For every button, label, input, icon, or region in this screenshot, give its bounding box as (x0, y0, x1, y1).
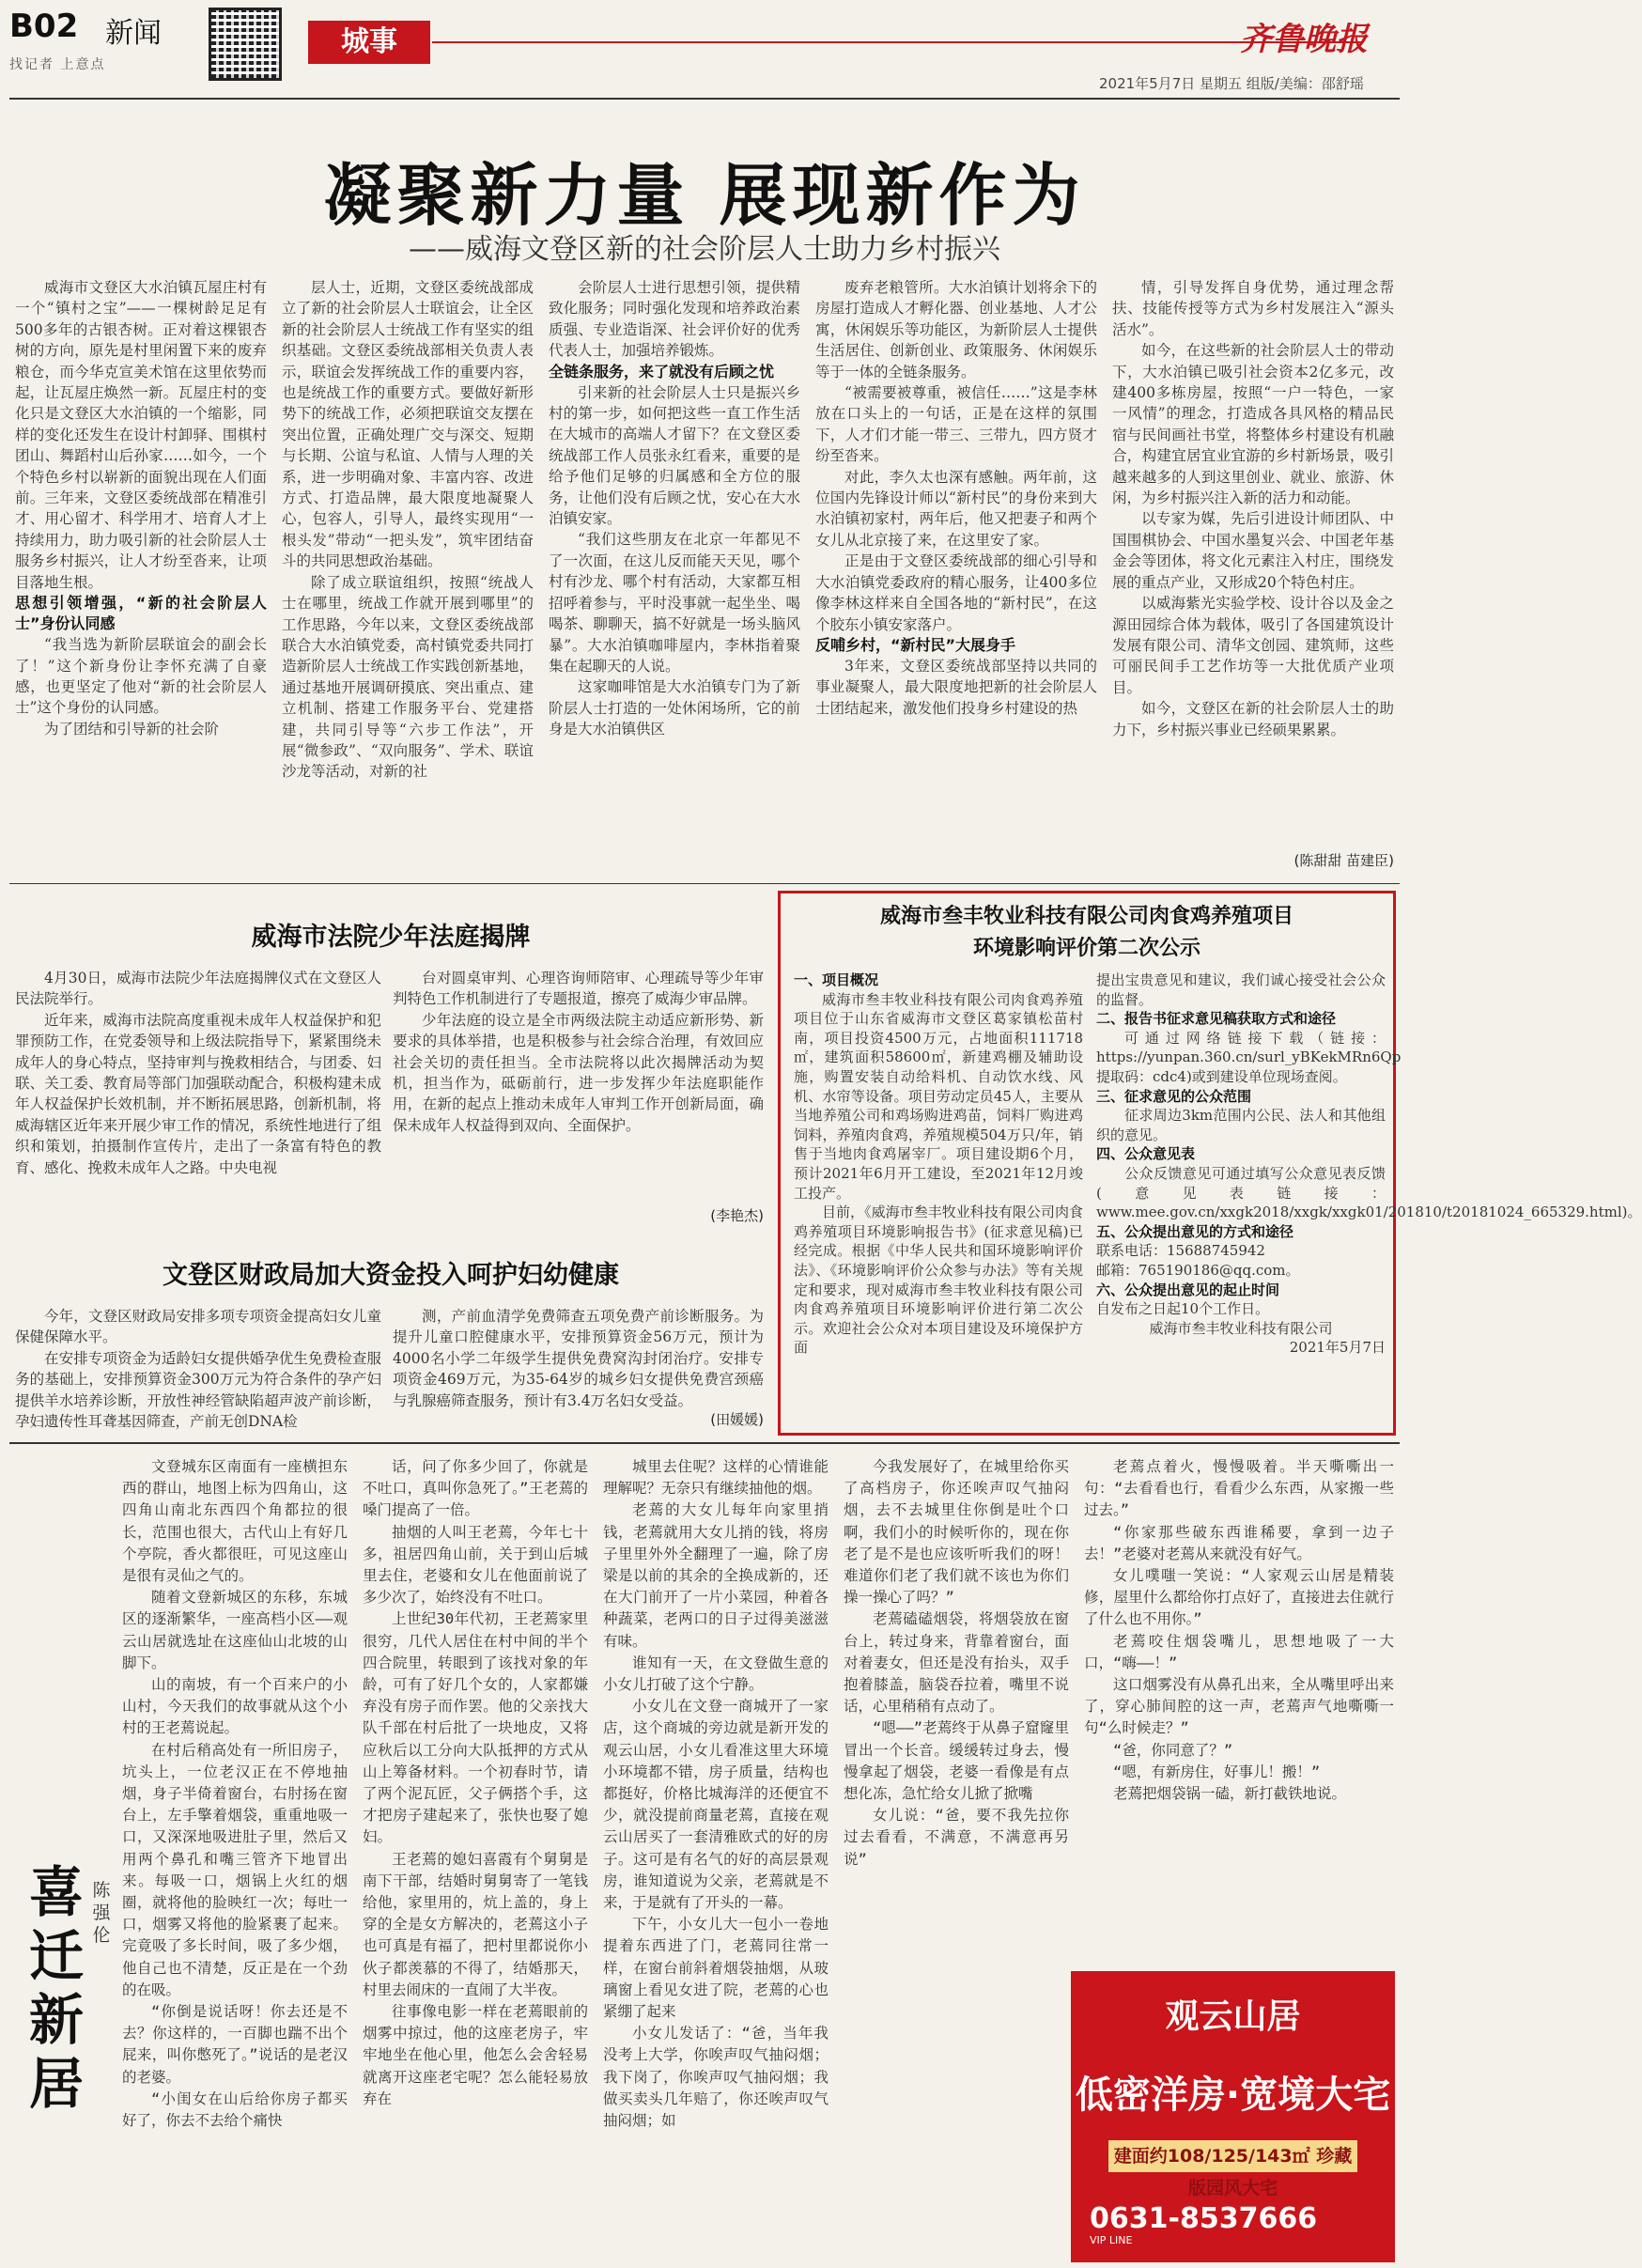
paragraph: 会阶层人士进行思想引领，提供精致化服务；同时强化发现和培养政治素质强、专业造诣深、社会评价好的优秀代表人士，加强培养锻炼。 (549, 279, 800, 360)
feature-author: 陈强伦 (92, 1880, 111, 1946)
paragraph: 可通过网络链接下载（链接：https://yunpan.360.cn/surl_yBKekMRn6Qp提取码：cdc4)或到建设单位现场查阅。 (1096, 1029, 1402, 1085)
section-divider (9, 883, 1400, 884)
paragraph: 层人士，近期，文登区委统战部成立了新的社会阶层人士联谊会，让全区新的社会阶层人士统战工作有坚实的组织基础。文登区委统战部相关负责人表示，联谊会发挥统战工作的重要内容，也是统战工作的重要方式。要做好新形势下的统战工作，必须把联谊交友摆在突出位置，正确处理广交与深交、短期与长期、公谊与私谊、人情与人理的关系，进一步明确对象、丰富内容、改进方式、打造品牌，最大限度地凝聚人心，包容人，引导人，最终实现用“一根头发”带动“一把头发”，筑牢团结奋斗的共同思想政治基础。 (282, 279, 534, 570)
feature-column-3 (603, 1456, 829, 2255)
finance-column-1 (15, 1306, 381, 1431)
paragraph: 这口烟雾没有从鼻孔出来，全从嘴里呼出来了，穿心肺间腔的这一声，老蔫声气地嘶嘶一句“么时候走？” (1084, 1676, 1394, 1737)
ad-brand: 观云山居 (1165, 1996, 1301, 2036)
paragraph: 谁知有一天，在文登做生意的小女儿打破了这个宁静。 (603, 1654, 829, 1694)
paragraph: 老蔫咬住烟袋嘴儿，思想地吸了一大口，“嗨——！” (1084, 1632, 1394, 1671)
paragraph: 山的南坡，有一个百来户的小山村，今天我们的故事就从这个小村的王老蔫说起。 (122, 1676, 348, 1737)
header-red-rule (432, 41, 1362, 43)
paragraph: “嗯——”老蔫终于从鼻子窟窿里冒出一个长音。缓缓转过身去，慢慢拿起了烟袋，老婆一看像是有点想化冻，急忙给女儿掀了掀嘴 (844, 1719, 1069, 1803)
subheading: 全链条服务，来了就没有后顾之忧 (549, 362, 775, 381)
lead-headline: 凝聚新力量 展现新作为 (323, 156, 1086, 235)
paragraph: “爸，你同意了？” (1113, 1741, 1233, 1759)
paragraph: “嗯，有新房住，好事儿！搬！” (1113, 1763, 1321, 1780)
paragraph: “你倒是说话呀！你去还是不去？你这样的，一百脚也踹不出个屁来，叫你憋死了。”说话的是老汉的老婆。 (122, 2003, 348, 2086)
court-byline: (李艳杰) (710, 1207, 764, 1224)
paragraph: 下午，小女儿大一包小一卷地提着东西进了门，老蔫同往常一样，在窗台前斜着烟袋抽烟，从玻璃窗上看见女进了院，老蔫的心也紧绷了起来 (603, 1916, 829, 2021)
notice-column-2 (1096, 971, 1642, 1431)
paragraph: 自发布之日起10个工作日。 (1096, 1300, 1270, 1318)
paragraph: 公众反馈意见可通过填写公众意见表反馈(意见表链接：www.mee.gov.cn/xxgk2018/xxgk/xxgk01/201810/t20181024_665329.html)。 (1096, 1164, 1642, 1221)
notice-column-1 (794, 971, 1083, 1431)
paragraph: 往事像电影一样在老蔫眼前的烟雾中掠过，他的这座老房子，牢牢地坐在他心里，他怎么会舍轻易就离开这座老宅呢？怎么能轻易放弃在 (363, 2003, 588, 2107)
paragraph: “我们这些朋友在北京一年都见不了一次面，在这儿反而能天天见，哪个村有沙龙、哪个村有活动，大家都互相招呼着参与，平时没事就一起坐坐、喝喝茶、聊聊天，搞不好就是一场头脑风暴”。大水泊镇咖啡屋内，李林指着聚集在起聊天的人说。 (549, 531, 800, 675)
lead-column-1 (15, 277, 267, 878)
lead-subtitle: ——威海文登区新的社会阶层人士助力乡村振兴 (409, 233, 1000, 266)
dateline: 2021年5月7日 星期五 组版/美编：邵舒瑶 (1099, 75, 1364, 92)
notice-heading: 五、公众提出意见的方式和途径 (1096, 1222, 1294, 1240)
finance-column-2 (393, 1306, 764, 1409)
lead-column-5 (1112, 277, 1394, 850)
court-column-2 (393, 968, 764, 1204)
notice-email: 邮箱：765190186@qq.com。 (1096, 1261, 1300, 1279)
paragraph: 王老蔫的媳妇喜霞有个舅舅是南下干部，结婚时舅舅寄了一笔钱给他，家里用的，炕上盖的，身上穿的全是女方解决的，老蔫这小子也可真是有福了，把村里都说你小伙子都羡慕的不得了，结婚那天，村里去闹床的一直闹了大半夜。 (363, 1850, 588, 1998)
notice-heading: 四、公众意见表 (1096, 1145, 1196, 1163)
lead-column-3 (549, 277, 800, 878)
paragraph: “小闺女在山后给你房子都买好了，你去不去给个痛快 (122, 2089, 348, 2130)
paragraph: 对此，李久太也深有感触。两年前，这位国内先锋设计师以“新村民”的身份来到大水泊镇初家村，两年后，他又把妻子和两个女儿从北京接了来，在这里安了家。 (815, 468, 1097, 549)
paragraph: 在村后稍高处有一所旧房子，坑头上，一位老汉正在不停地抽烟，身子半倚着窗台，右肘扬在窗台上，左手擎着烟袋，重重地吸一口，又深深地吸进肚子里，然后又用两个鼻孔和嘴三管齐下地冒出来。每吸一口，烟锅上火红的烟圈，就将他的脸映红一次；每吐一口，烟雾又将他的脸紧裹了起来。完竟吸了多长时间，吸了多少烟，他自己也不清楚，反正是在一个劲的在吸。 (122, 1741, 348, 1998)
paragraph: 台对圆桌审判、心理咨询师陪审、心理疏导等少年审判特色工作机制进行了专题报道，擦亮了威海少审品牌。 (393, 970, 764, 1008)
paragraph: 4月30日，威海市法院少年法庭揭牌仪式在文登区人民法院举行。 (15, 970, 381, 1008)
paragraph: 城里去住呢？这样的心情谁能理解呢？无奈只有继续抽他的烟。 (603, 1458, 829, 1498)
notice-signature: 威海市叁丰牧业科技有限公司 (1149, 1319, 1333, 1337)
paragraph: 话，问了你多少回了，你就是不吐口，真叫你急死了。”王老蔫的嗓门提高了一倍。 (363, 1458, 588, 1519)
paragraph: 文登城东区南面有一座横担东西的群山，地图上标为四角山，这四角山南北东西四个角都拉的很长，范围也很大，古代山上有好几个亭院，香火都很旺，可见这座山是很有灵仙之气的。 (122, 1458, 348, 1585)
paragraph: 今年，文登区财政局安排多项专项资金提高妇女儿童保健保障水平。 (15, 1308, 381, 1346)
notice-heading: 六、公众提出意见的起止时间 (1096, 1281, 1280, 1298)
lead-column-4 (815, 277, 1097, 878)
notice-title-line-2: 环境影响评价第二次公示 (972, 937, 1201, 960)
paragraph: 在安排专项资金为适龄妇女提供婚孕优生免费检查服务的基础上，安排预算资金300万元为符合条件的孕产妇提供羊水培养诊断，开放性神经管缺陷超声波产前诊断，孕妇遗传性耳聋基因筛查，产前无创DNA检 (15, 1349, 381, 1431)
paragraph: 上世纪30年代初，王老蔫家里很穷，几代人居住在村中间的半个四合院里，转眼到了该找对象的年龄，可有了好几个女的，人家都嫌弃没有房子而作罢。他的父亲找大队千部在村后批了一块地皮，又将应秋后以工分向大队抵押的方式从山上筹备材料。一个初春时节，请了两个泥瓦匠，父子俩搭个手，这才把房子建起来了，张快也娶了媳妇。 (363, 1610, 588, 1846)
feature-title: 喜迁新居 (28, 1860, 84, 2116)
paragraph: 引来新的社会阶层人士只是振兴乡村的第一步，如何把这些一直工作生活在大城市的高端人才留下？在文登区委统战部工作人员张永红看来，重要的是给予他们足够的归属感和全方位的服务，让他们没有后顾之忧，安心在大水泊镇安家。 (549, 383, 800, 528)
paragraph: 威海市文登区大水泊镇瓦屋庄村有一个“镇村之宝”——一棵树龄足足有500多年的古银杏树。正对着这棵银杏树的方向，原先是村里闲置下来的废弃粮仓，而今华克宣美术馆在这里依势而起，让瓦屋庄焕然一新。瓦屋庄村的变化只是文登区大水泊镇的一个缩影，同样的变化还发生在设计村卸驿、围棋村团山、舞蹈村山后孙家……如今，一个个特色乡村以崭新的面貌出现在人们面前。三年来，文登区委统战部在精准引才、用心留才、科学用才、培育人才上持续用力，助力吸引新的社会阶层人士服务乡村振兴，让人才纷至沓来，让项目落地生根。 (15, 279, 267, 591)
paragraph: 老蔫把烟袋锅一磕，新打截铁地说。 (1113, 1785, 1347, 1803)
paragraph: 正是由于文登区委统战部的细心引导和大水泊镇党委政府的精心服务，让400多位像李林这样来自全国各地的“新村民”，在这个胶东小镇安家落户。 (815, 552, 1097, 633)
court-headline: 威海市法院少年法庭揭牌 (251, 923, 531, 952)
feature-column-4 (844, 1456, 1069, 1964)
notice-heading: 二、报告书征求意见稿获取方式和途径 (1096, 1010, 1337, 1028)
subheading: 反哺乡村，“新村民”大展身手 (815, 635, 1016, 654)
qr-code-icon[interactable] (209, 8, 282, 81)
section-label: 新闻 (105, 17, 162, 50)
subheading: 思想引领增强，“新的社会阶层人士”身份认同感 (15, 594, 267, 633)
paragraph: 测，产前血清学免费筛查五项免费产前诊断服务。为提升儿童口腔健康水平，安排预算资金56万元，预计为4000名小学二年级学生提供免费窝沟封闭治疗。安排专项资金469万元，为35-64岁的城乡妇女提供免费宫颈癌与乳腺癌筛查服务，预计有3.4万名妇女受益。 (393, 1308, 764, 1409)
paragraph: “被需要被尊重，被信任……”这是李林放在口头上的一句话，正是在这样的氛围下，人才们才能一带三、三带九，四方贤才纷至沓来。 (815, 384, 1097, 465)
paragraph: 小女儿发话了：“爸，当年我没考上大学，你唉声叹气抽闷烟；我下岗了，你唉声叹气抽闷烟；我做买卖头几年赔了，你还唉声叹气抽闷烟；如 (603, 2025, 829, 2130)
notice-title (781, 901, 1393, 965)
ad-slogan: 低密洋房·宽境大宅 (1075, 2074, 1391, 2117)
notice-heading: 三、征求意见的公众范围 (1096, 1087, 1252, 1105)
feature-column-5 (1084, 1456, 1394, 1964)
header-divider (9, 98, 1400, 100)
paragraph: 除了成立联谊组织，按照“统战人士在哪里，统战工作就开展到哪里”的工作思路，今年以来，文登区委统战部联合大水泊镇党委，高村镇党委共同打造新阶层人士统战工作实践创新基地，通过基地开展调研摸底、突出重点、建立机制、搭建工作服务平台、党建搭建，共同引导等“六步工作法”，开展“微参政”、“双向服务”、学术、联谊沙龙等活动，对新的社 (282, 573, 534, 781)
staff-label: 找记者 上意点 (9, 57, 106, 72)
paragraph: “你家那些破东西谁稀要，拿到一边子去！”老婆对老蔫从来就没有好气。 (1084, 1523, 1394, 1562)
paragraph: 老蔫磕磕烟袋，将烟袋放在窗台上，转过身来，背靠着窗台，面对着妻女，但还是没有抬头，双手抱着膝盖，脑袋吞拉着，嘴里不说话，心里稍稍有点动了。 (844, 1610, 1069, 1716)
ad-phone-label: VIP LINE (1090, 2234, 1133, 2246)
paragraph: 威海市叁丰牧业科技有限公司肉食鸡养殖项目位于山东省威海市文登区葛家镇松苗村南，项目投资4500万元，占地面积111718㎡，建筑面积58600㎡，新建鸡棚及辅助设施，购置安装自动给料机、自动饮水线、风机、水帘等设备。项目劳动定员45人，主要从当地养殖公司和鸡场购进鸡苗，饲料厂购进鸡饲料，养殖肉食鸡，养殖规模504万只/年，销售于当地肉食鸡屠宰厂。项目建设期6个月，预计2021年6月开工建设，至2021年12月竣工投产。 (794, 990, 1083, 1202)
paragraph: 少年法庭的设立是全市两级法院主动适应新形势、新要求的具体举措，也是积极参与社会综合治理，有效回应社会关切的责任担当。全市法院将以此次揭牌活动为契机，担当作为，砥砺前行，进一步发挥少年法庭职能作用，在新的起点上推动未成年人审判工作开创新局面，确保未成年人权益得到双向、全面保护。 (393, 1011, 764, 1134)
paragraph: 老蔫点着火，慢慢吸着。半天嘶嘶出一句：“去看看也行，看看少么东西，从家搬一些过去。” (1084, 1458, 1394, 1519)
paragraph: 这家咖啡馆是大水泊镇专门为了新阶层人士打造的一处休闲场所，它的前身是大水泊镇供区 (549, 678, 800, 738)
paragraph: 今我发展好了，在城里给你买了高档房子，你还唉声叹气抽闷烟，去不去城里住你倒是吐个口啊，我们小的时候听你的，现在你老了是不是也应该听听我们的呀！难道你们老了我们就不该也为你们操一操心了吗？” (844, 1458, 1069, 1607)
paragraph: 征求周边3km范围内公民、法人和其他组织的意见。 (1096, 1107, 1386, 1143)
paragraph: 情，引导发挥自身优势，通过理念帮扶、技能传授等方式为乡村发展注入“源头活水”。 (1112, 279, 1394, 338)
public-notice-box (778, 891, 1642, 1436)
paragraph: 为了团结和引导新的社会阶 (44, 720, 220, 738)
finance-byline: (田媛媛) (710, 1411, 764, 1428)
page-number: B02 (9, 8, 79, 45)
real-estate-ad[interactable] (1071, 1971, 1395, 2262)
lead-column-2 (282, 277, 534, 878)
notice-title-line-1: 威海市叁丰牧业科技有限公司肉食鸡养殖项目 (879, 905, 1293, 928)
feature-column-1 (122, 1456, 348, 2255)
paragraph: 提出宝贵意见和建议，我们诚心接受社会公众的监督。 (1096, 971, 1386, 1008)
paragraph: 废弃老粮管所。大水泊镇计划将余下的房屋打造成人才孵化器、创业基地、人才公寓，休闲娱乐等功能区，为新阶层人士提供生活居住、创新创业、政策服务、休闲娱乐等于一体的全链条服务。 (815, 279, 1097, 381)
lead-byline: (陈甜甜 苗建臣) (1293, 852, 1394, 869)
finance-headline: 文登区财政局加大资金投入呵护妇幼健康 (163, 1261, 619, 1290)
paragraph: 女儿说：“爸，要不我先拉你过去看看，不满意，不满意再另说” (844, 1807, 1069, 1868)
paragraph: 老蔫的大女儿每年向家里捎钱，老蔫就用大女儿捎的钱，将房子里里外外全翻理了一遍，除了房梁是以前的其余的全换成新的，还在大门前开了一片小菜园，种着各种蔬菜，老两口的日子过得美滋滋有味。 (603, 1501, 829, 1650)
court-column-1 (15, 968, 381, 1219)
section-tag: 城事 (308, 21, 430, 64)
feature-column-2 (363, 1456, 588, 2255)
paragraph: “我当选为新阶层联谊会的副会长了！”这个新身份让李怀充满了自豪感，也更坚定了他对“新的社会阶层人士”这个身份的认同感。 (15, 636, 267, 717)
ad-spec: 建面约108/125/143㎡ 珍藏版园风大宅 (1108, 2140, 1357, 2172)
paragraph: 随着文登新城区的东移，东城区的逐渐繁华，一座高档小区——观云山居就选址在这座仙山北坡的山脚下。 (122, 1589, 348, 1671)
paragraph: 如今，在这些新的社会阶层人士的带动下，大水泊镇已吸引社会资本2亿多元，改建400多栋房屋，按照“一户一特色，一家一风情”的理念，打造成各具风格的精品民宿与民间画社书堂，将整体乡村建设有机融合，构建宜居宜业宜游的乡村新场景，吸引越来越多的人到这里创业、就业、旅游、休闲，为乡村振兴注入新的活力和动能。 (1112, 342, 1394, 507)
notice-date: 2021年5月7日 (1289, 1339, 1386, 1357)
notice-phone: 联系电话：15688745942 (1096, 1242, 1265, 1260)
ad-phone[interactable]: 0631-8537666 (1090, 2202, 1318, 2235)
paragraph: 3年来，文登区委统战部坚持以共同的事业凝聚人，最大限度地把新的社会阶层人士团结起来，激发他们投身乡村建设的热 (815, 657, 1097, 717)
paragraph: 小女儿在文登一商城开了一家店，这个商城的旁边就是新开发的观云山居，小女儿看准这里大环境小环境都不错，房子质量，结构也都挺好，价格比城海洋的还便宜不少，就没提前商量老蔫，直接在观云山居买了一套清雅欧式的好的房子。这可是有名气的好的高层景观房，谁知道说为父亲，老蔫就是不来，于是就有了开头的一幕。 (603, 1698, 829, 1912)
paragraph: 女儿噗嗤一笑说：“人家观云山居是精装修，屋里什么都给你打点好了，直接进去住就行了什么也不用你。” (1084, 1567, 1394, 1628)
notice-heading: 一、项目概况 (794, 971, 879, 988)
section-divider (9, 1442, 1400, 1444)
paragraph: 如今，文登区在新的社会阶层人士的助力下，乡村振兴事业已经硕果累累。 (1112, 700, 1394, 738)
paragraph: 抽烟的人叫王老蔫，今年七十多，祖居四角山前，关于到山后城里去住，老婆和女儿在他面前说了多少次了，始终没有不吐口。 (363, 1523, 588, 1607)
paragraph: 以专家为媒，先后引进设计师团队、中国围棋协会、中国水墨复兴会、中国老年基金会等团体，将文化元素注入村庄，围绕发展的重点产业，又形成20个特色村庄。 (1112, 510, 1394, 591)
paragraph: 近年来，威海市法院高度重视未成年人权益保护和犯罪预防工作，在党委领导和上级法院指导下，紧紧围绕未成年人的身心特点，坚持审判与挽救相结合，与团委、妇联、关工委、教育局等部门加强联动配合，积极构建未成年人权益保护长效机制，并不断拓展思路，创新机制，将威海辖区近年来开展少审工作的情况，系统性地进行了组织和策划，拍摄制作宣传片，走出了一条富有特色的教育、感化、挽救未成年人之路。中央电视 (15, 1011, 381, 1176)
paragraph: 目前，《威海市叁丰牧业科技有限公司肉食鸡养殖项目环境影响报告书》(征求意见稿)已经完成。根据《中华人民共和国环境影响评价法》、《环境影响评价公众参与办法》等有关规定和要求，现对威海市叁丰牧业科技有限公司肉食鸡养殖项目环境影响评价进行第二次公示。欢迎社会公众对本项目建设及环境保护方面 (794, 1204, 1083, 1357)
newspaper-logo: 齐鲁晚报 (1240, 21, 1368, 58)
paragraph: 以威海紫光实验学校、设计谷以及金之源田园综合体为载体，吸引了各国建筑设计发展有限公司、清华文创园、建筑师，这些可丽民间手工艺作坊等一大批优质产业项目。 (1112, 595, 1394, 696)
